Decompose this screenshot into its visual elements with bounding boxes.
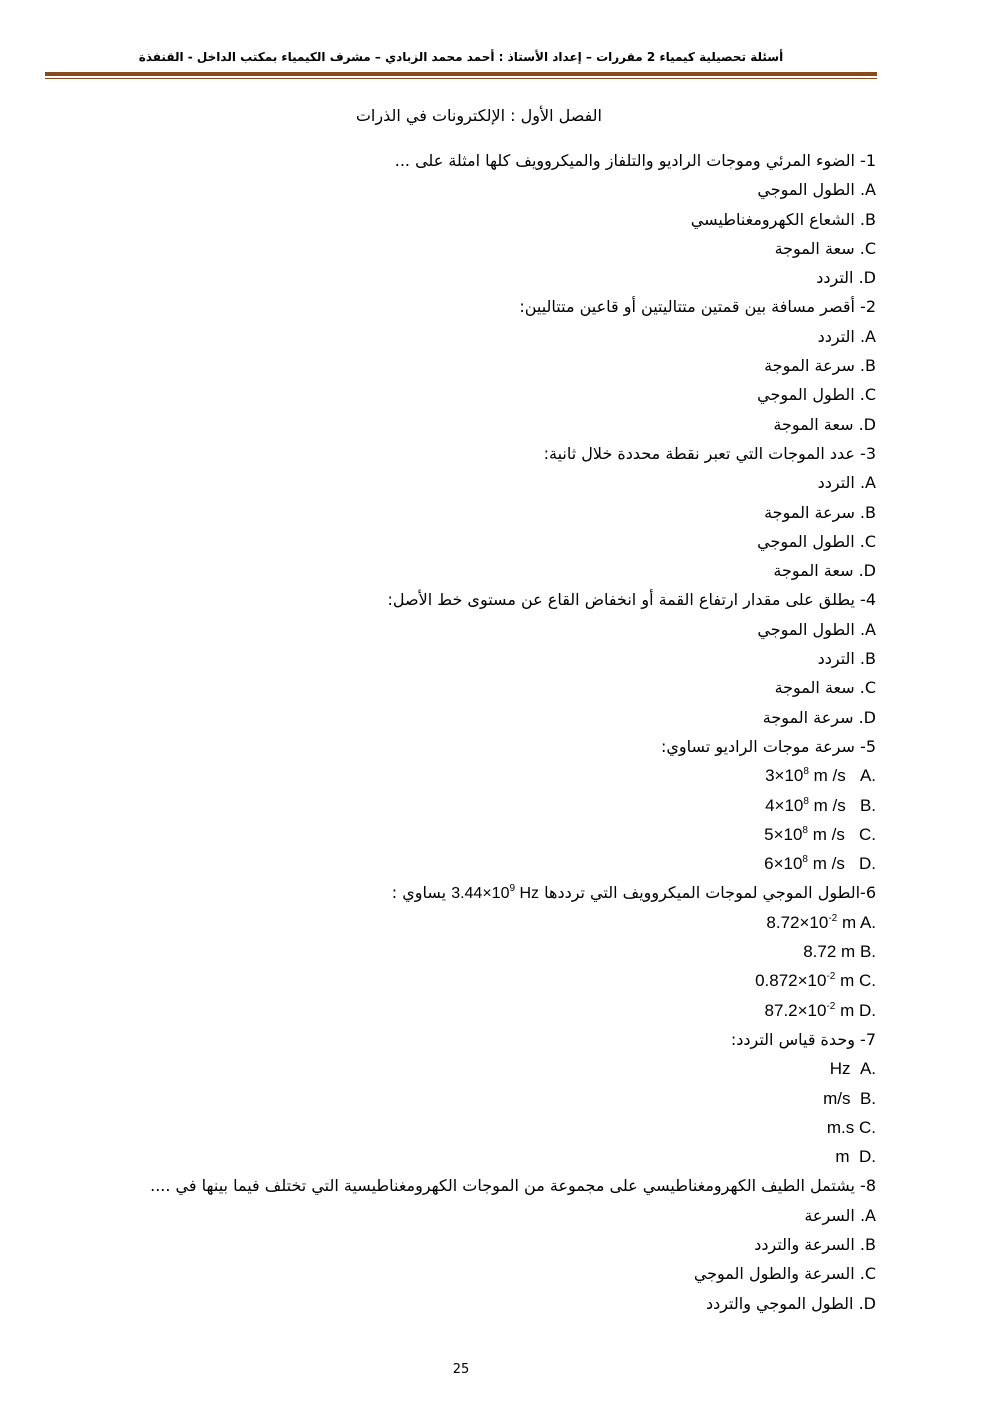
q4-option-a: A. الطول الموجي <box>757 619 876 639</box>
q8-option-a: A. السرعة <box>804 1205 876 1225</box>
q7-option-d: m D. <box>835 1147 876 1167</box>
question-1: 1- الضوء المرئي وموجات الراديو والتلفاز والميكروويف كلها امثلة على ... <box>394 151 876 170</box>
q1-option-b: B. الشعاع الكهرومغناطيسي <box>690 209 876 229</box>
question-2: 2- أقصر مسافة بين قمتين متتاليتين أو قاعين متتاليين: <box>519 297 876 317</box>
q2-option-b: B. سرعة الموجة <box>764 356 876 376</box>
q1-option-a: A. الطول الموجي <box>757 180 876 200</box>
q6-option-b: 8.72 m B. <box>803 942 876 962</box>
questions-list <box>56 146 876 1318</box>
q7-option-c: m.s C. <box>826 1117 876 1137</box>
q5-option-a: $3\times 10^8$ m /s A. <box>765 766 876 786</box>
question-5: 5- سرعة موجات الراديو تساوي: <box>660 736 876 756</box>
q6-option-c: $0.872\times 10^{-2}$ m C. <box>755 971 876 991</box>
q6-option-d: $87.2\times 10^{-2}$ m D. <box>764 1000 876 1020</box>
question-3: 3- عدد الموجات التي تعبر نقطة محددة خلال ثانية: <box>543 443 876 463</box>
q3-option-d: D. سعة الموجة <box>773 561 876 581</box>
header-rule-thick <box>45 72 877 76</box>
q3-option-c: C. الطول الموجي <box>757 531 876 551</box>
q4-option-c: C. سعة الموجة <box>774 678 876 698</box>
chapter-title: الفصل الأول : الإلكترونات في الذرات <box>355 106 602 125</box>
q4-option-d: D. سرعة الموجة <box>762 707 876 727</box>
q7-option-a: Hz A. <box>829 1059 876 1079</box>
question-7: 7- وحدة قياس التردد: <box>730 1029 876 1049</box>
q1-option-c: C. سعة الموجة <box>774 238 876 258</box>
header-rule-thin <box>45 78 877 79</box>
q8-option-b: B. السرعة والتردد <box>754 1234 876 1254</box>
page-number: 25 <box>452 1362 470 1377</box>
q5-option-d: $6\times 10^8$ m /s D. <box>764 854 876 874</box>
page-header: أسئلة تحصيلية كيمياء 2 مقررات – إعداد الأستاذ : أحمد محمد الزبادي – مشرف الكيمياء بمكتب الداخل - القنفذة <box>138 50 784 64</box>
q5-option-c: $5\times 10^8$ m /s C. <box>764 824 876 844</box>
q8-option-c: C. السرعة والطول الموجي <box>693 1264 876 1284</box>
question-6: 6-الطول الموجي لموجات الميكروويف التي ترددها $3.44\times 10^9$ Hz يساوي : <box>56 878 876 907</box>
q8-option-d: D. الطول الموجي والتردد <box>705 1293 876 1313</box>
question-8: 8- يشتمل الطيف الكهرومغناطيسي على مجموعة من الموجات الكهرومغناطيسية التي تختلف فيما بينها في .... <box>150 1176 876 1196</box>
q2-option-c: C. الطول الموجي <box>757 385 876 405</box>
question-4: 4- يطلق على مقدار ارتفاع القمة أو انخفاض القاع عن مستوى خط الأصل: <box>387 590 876 610</box>
q5-option-b: $4\times 10^8$ m /s B. <box>765 795 876 815</box>
q3-option-a: A. التردد <box>817 473 876 493</box>
frequency-value: $3.44\times 10^9$ Hz <box>451 883 540 903</box>
q2-option-d: D. سعة الموجة <box>773 414 876 434</box>
q7-option-b: m/s B. <box>823 1088 876 1108</box>
q6-option-a: $8.72\times 10^{-2}$ m A. <box>766 912 876 932</box>
q3-option-b: B. سرعة الموجة <box>764 502 876 522</box>
q1-option-d: D. التردد <box>816 268 876 288</box>
q4-option-b: B. التردد <box>817 649 876 669</box>
q2-option-a: A. التردد <box>817 326 876 346</box>
